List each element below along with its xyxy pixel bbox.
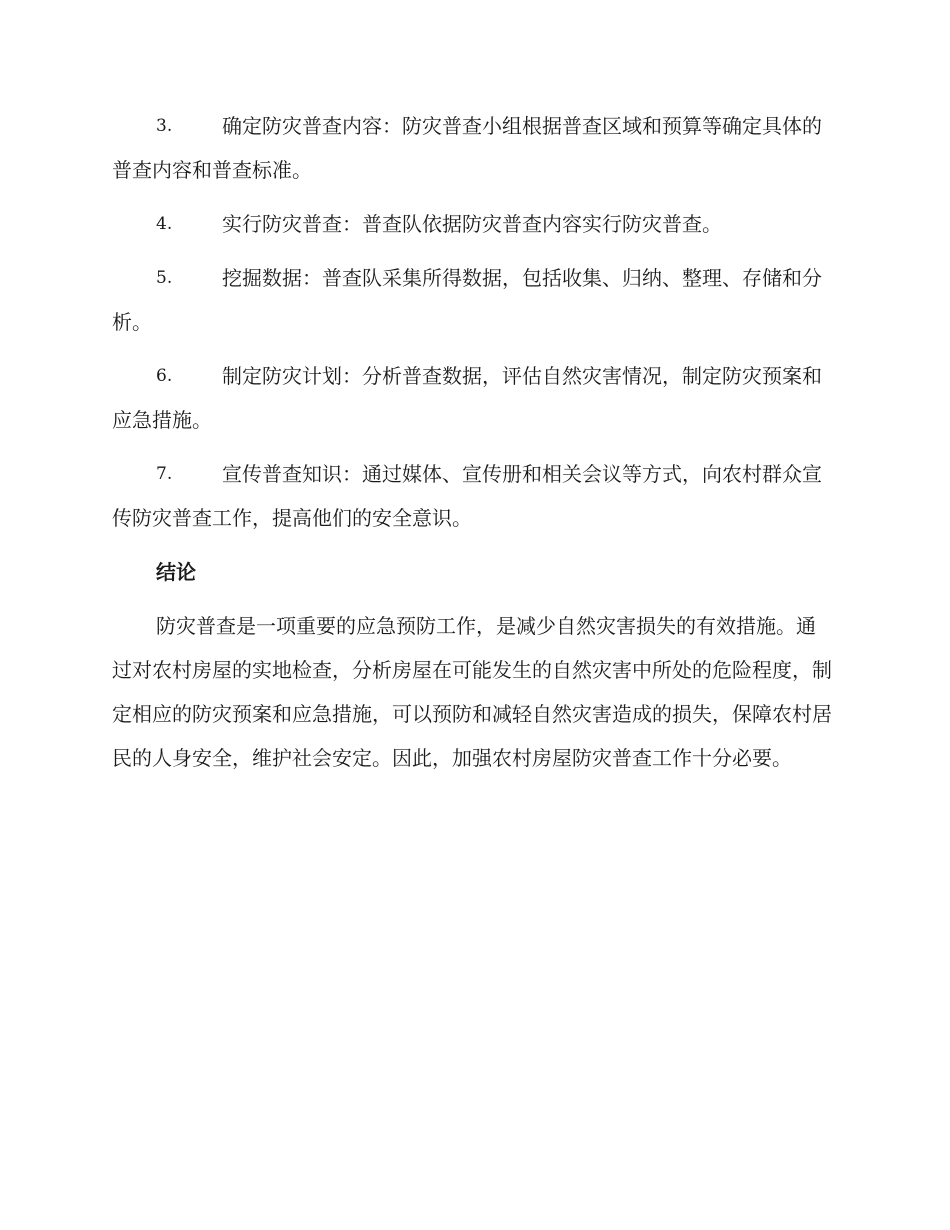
list-text: 宣传普查知识：通过媒体、宣传册和相关会议等方式，向农村群众宣传防灾普查工作，提高他们的安全意识。 <box>112 462 822 530</box>
list-item-5 <box>112 256 832 344</box>
document-content <box>112 104 832 780</box>
list-item-4 <box>112 202 832 246</box>
list-number: 6. <box>156 366 173 386</box>
list-text: 实行防灾普查：普查队依据防灾普查内容实行防灾普查。 <box>222 212 722 236</box>
list-number: 3. <box>156 116 173 136</box>
list-item-6 <box>112 354 832 442</box>
conclusion-heading: 结论 <box>156 560 196 584</box>
list-item-3 <box>112 104 832 192</box>
conclusion-paragraph: 防灾普查是一项重要的应急预防工作，是减少自然灾害损失的有效措施。通过对农村房屋的实地检查，分析房屋在可能发生的自然灾害中所处的危险程度，制定相应的防灾预案和应急措施，可以预防和减轻自然灾害造成的损失，保障农村居民的人身安全，维护社会安定。因此，加强农村房屋防灾普查工作十分必要。 <box>112 614 832 770</box>
list-text: 挖掘数据：普查队采集所得数据，包括收集、归纳、整理、存储和分析。 <box>112 266 822 334</box>
list-item-7 <box>112 452 832 540</box>
list-text: 确定防灾普查内容：防灾普查小组根据普查区域和预算等确定具体的普查内容和普查标准。 <box>112 114 822 182</box>
list-number: 4. <box>156 214 173 234</box>
list-number: 7. <box>156 464 173 484</box>
list-number: 5. <box>156 268 173 288</box>
list-text: 制定防灾计划：分析普查数据，评估自然灾害情况，制定防灾预案和应急措施。 <box>112 364 822 432</box>
